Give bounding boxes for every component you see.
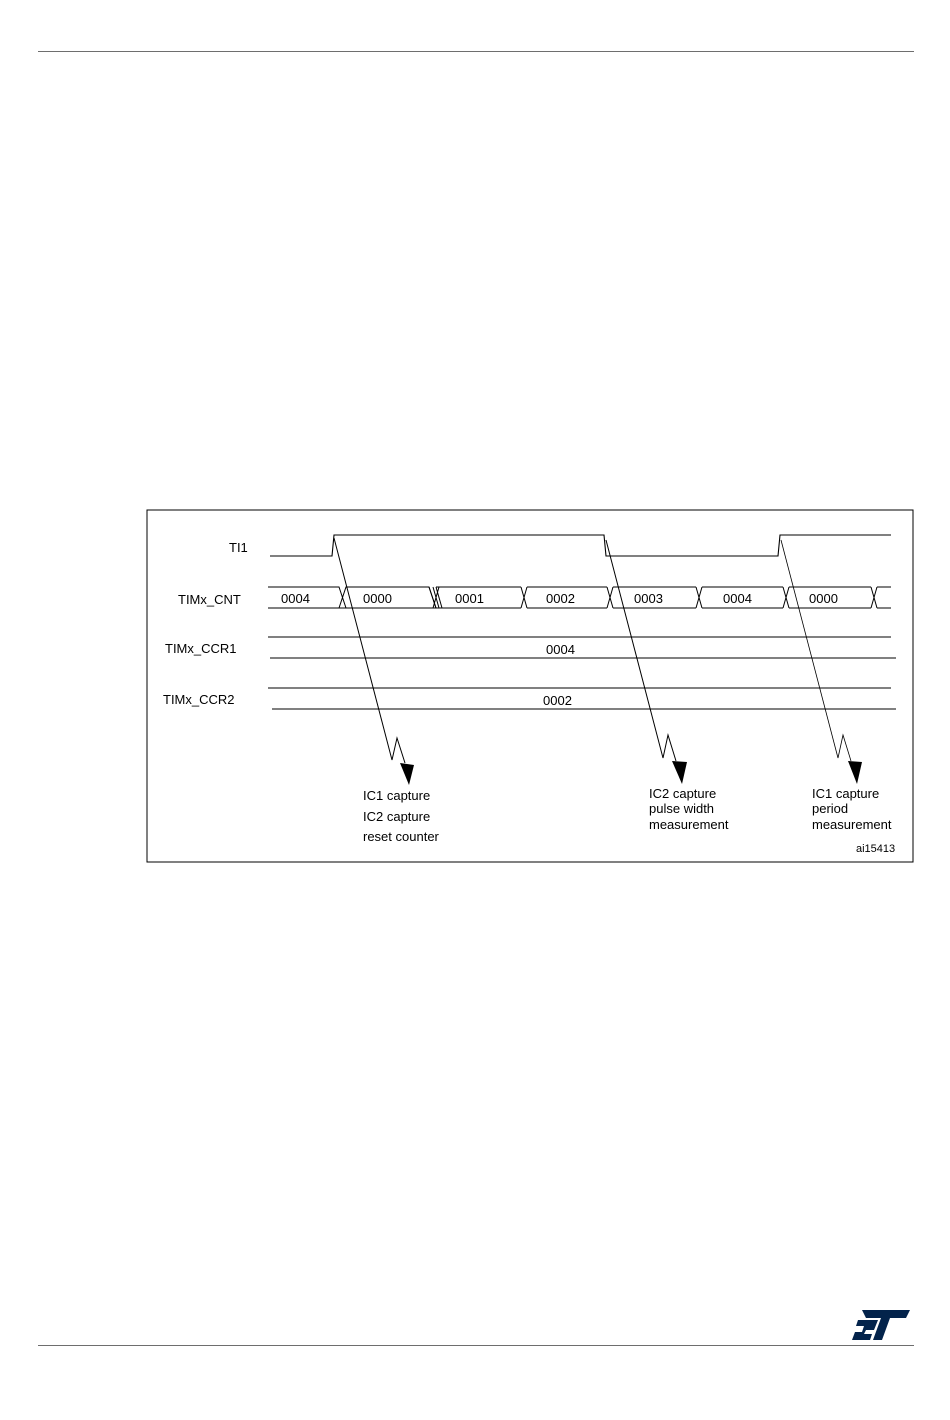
- ccr1-value: 0004: [546, 642, 575, 657]
- cnt-value-2: 0000: [363, 591, 392, 606]
- footer-rule: [38, 1345, 914, 1346]
- ccr2-label: TIMx_CCR2: [163, 692, 235, 707]
- cnt-value-1: 0004: [281, 591, 310, 606]
- cnt-label: TIMx_CNT: [178, 592, 241, 607]
- capture-arrow-3: [781, 540, 862, 784]
- figure-frame: [147, 510, 913, 862]
- capture-arrow-2: [606, 540, 687, 784]
- figure-id: ai15413: [856, 843, 896, 855]
- cnt-value-6: 0004: [723, 591, 752, 606]
- cnt-value-7: 0000: [809, 591, 838, 606]
- annotation-3-line-3: measurement: [812, 817, 892, 832]
- cnt-value-4: 0002: [546, 591, 575, 606]
- ccr1-label: TIMx_CCR1: [165, 641, 237, 656]
- capture-arrow-1: [334, 538, 414, 785]
- st-logo-icon: [852, 1308, 912, 1342]
- annotation-2-line-3: measurement: [649, 817, 729, 832]
- ccr2-value: 0002: [543, 693, 572, 708]
- ti1-label: TI1: [229, 540, 248, 555]
- annotation-1-line-2: IC2 capture: [363, 809, 431, 824]
- cnt-value-5: 0003: [634, 591, 663, 606]
- cnt-value-3: 0001: [455, 591, 484, 606]
- annotation-2-line-2: pulse width: [649, 801, 715, 816]
- annotation-3-line-2: period: [812, 801, 849, 816]
- annotation-2-line-1: IC2 capture: [649, 786, 717, 801]
- annotation-1-line-1: IC1 capture: [363, 788, 431, 803]
- annotation-3-line-1: IC1 capture: [812, 786, 880, 801]
- ccr2-bus: [268, 688, 896, 709]
- annotation-1-line-3: reset counter: [363, 829, 439, 844]
- ti1-waveform: [270, 535, 891, 556]
